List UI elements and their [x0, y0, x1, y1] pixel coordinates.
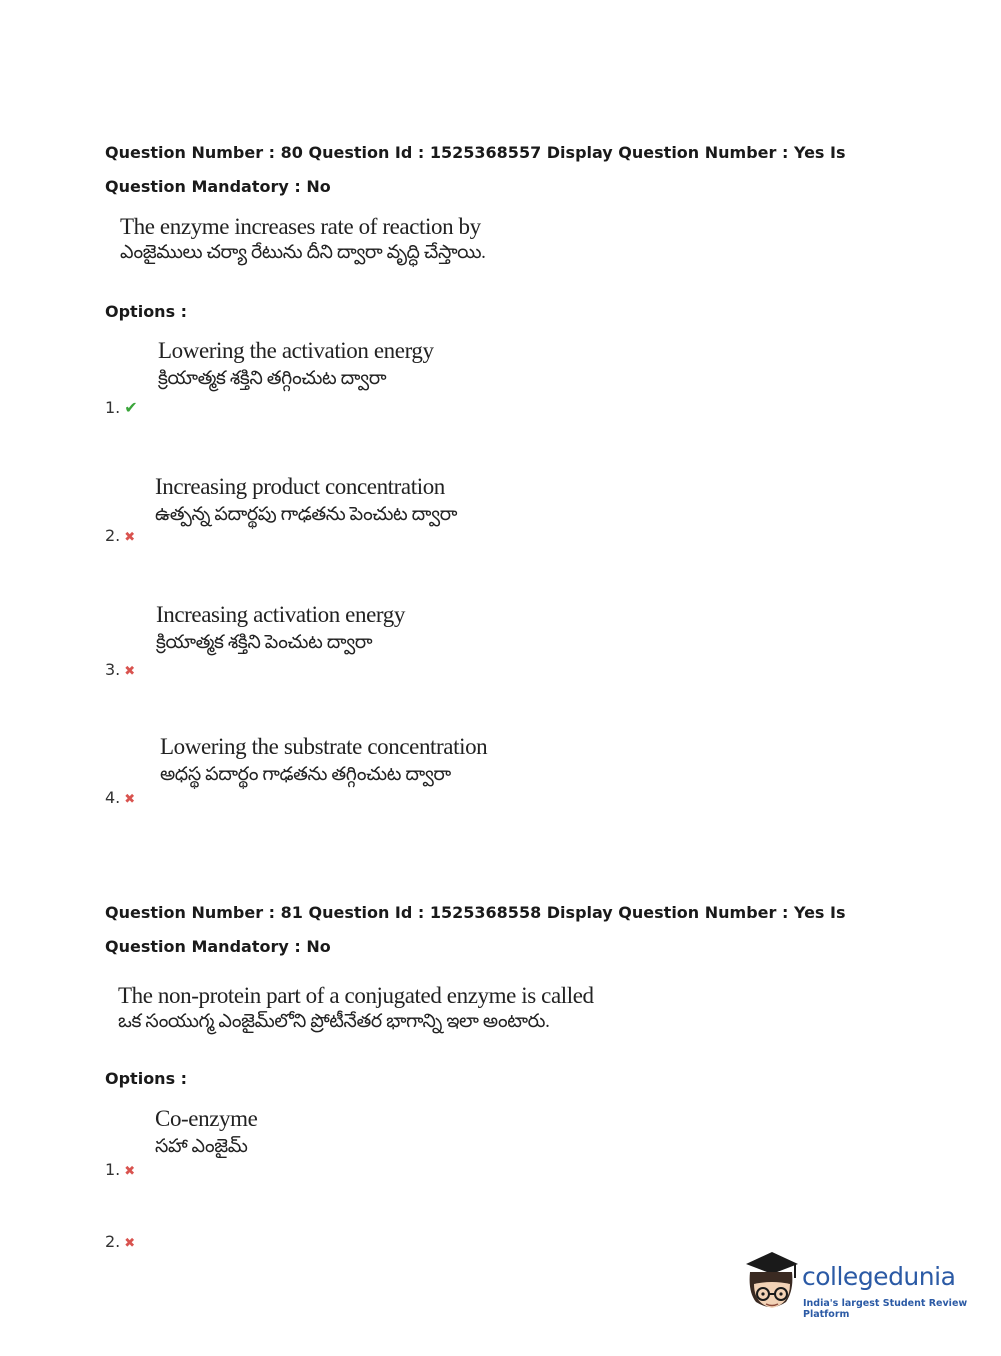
option-text-english: Lowering the substrate concentration [160, 734, 488, 759]
option-text-telugu: సహా ఎంజైమ్ [155, 1136, 248, 1157]
option-text-english: Increasing product concentration [155, 474, 445, 499]
correct-check-icon: ✔ [124, 398, 138, 417]
question-81-meta: Question Number : 81 Question Id : 1525368558 Display Question Number : Yes Is Question Mandatory : No [105, 903, 846, 956]
collegedunia-logo [742, 1250, 972, 1322]
option-number: 2. [105, 1232, 121, 1251]
logo-tagline: India's largest Student Review Platform [803, 1298, 968, 1320]
wrong-cross-icon: ✖ [124, 1236, 136, 1251]
question-text-english: The enzyme increases rate of reaction by [120, 214, 481, 239]
options-label: Options : [105, 1069, 188, 1088]
option-text-telugu: క్రియాత్మక శక్తిని పెంచుట ద్వారా [156, 632, 373, 653]
question-text-english: The non-protein part of a conjugated enzyme is called [118, 983, 594, 1008]
options-label: Options : [105, 302, 188, 321]
question-text-telugu: ఎంజైములు చర్యా రేటును దీని ద్వారా వృద్ధి చేస్తాయి. [120, 242, 486, 263]
wrong-cross-icon: ✖ [124, 664, 136, 679]
option-number: 4. [105, 788, 121, 807]
option-number: 3. [105, 660, 121, 679]
mascot-icon [742, 1250, 802, 1322]
wrong-cross-icon: ✖ [124, 792, 136, 807]
option-text-telugu: అధస్థ పదార్థం గాఢతను తగ్గించుట ద్వారా [160, 764, 451, 785]
option-text-telugu: ఉత్పన్న పదార్థపు గాఢతను పెంచుట ద్వారా [155, 504, 458, 525]
question-text-telugu: ఒక సంయుగ్మ ఎంజైమ్‌లోని ప్రోటీనేతర భాగాన్ని ఇలా అంటారు. [118, 1011, 550, 1032]
option-number: 1. [105, 1160, 121, 1179]
question-81-text [118, 983, 594, 1037]
wrong-cross-icon: ✖ [124, 530, 136, 545]
question-80-meta: Question Number : 80 Question Id : 1525368557 Display Question Number : Yes Is Question Mandatory : No [105, 143, 846, 196]
option-text-english: Lowering the activation energy [158, 338, 434, 363]
option-text-telugu: క్రియాత్మక శక్తిని తగ్గించుట ద్వారా [158, 368, 387, 389]
logo-wordmark: collegedunia [802, 1262, 956, 1291]
option-number: 2. [105, 526, 121, 545]
option-number: 1. [105, 398, 121, 417]
wrong-cross-icon: ✖ [124, 1164, 136, 1179]
question-80-text [120, 214, 486, 268]
option-text-english: Co-enzyme [155, 1106, 258, 1131]
option-text-english: Increasing activation energy [156, 602, 405, 627]
